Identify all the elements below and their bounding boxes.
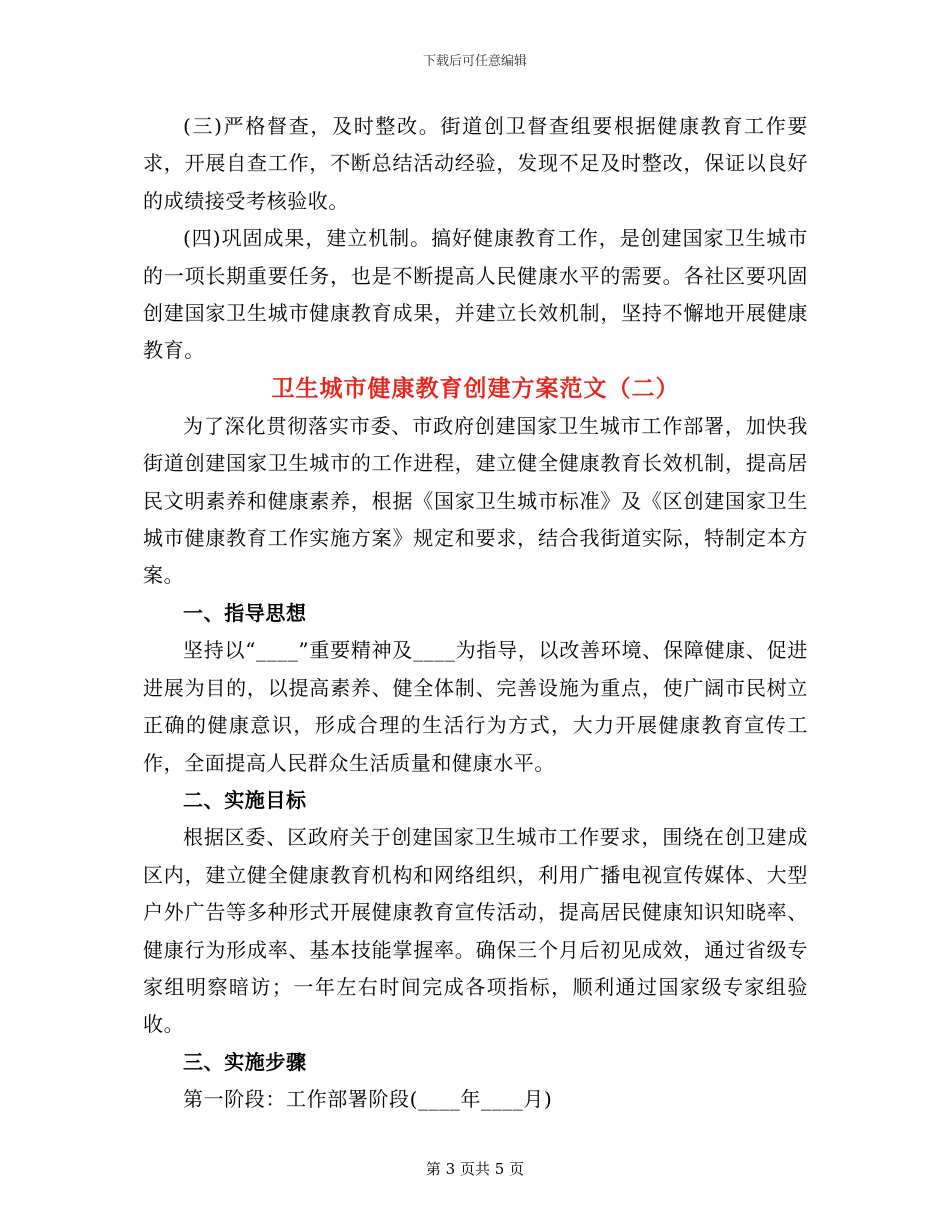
section-heading-objectives: 二、实施目标	[183, 787, 307, 812]
paragraph-consolidate-results: (四)巩固成果，建立机制。搞好健康教育工作，是创建国家卫生城市的一项长期重要任务，也是不断提高人民健康水平的需要。各社区要巩固创建国家卫生城市健康教育成果，并建立长效机制，坚持不懈地开展健康教育。	[143, 226, 808, 363]
page-header: 下载后可任意编辑	[422, 54, 527, 69]
section-heading-guiding-ideology: 一、指导思想	[183, 600, 307, 625]
paragraph-guiding-ideology: 坚持以“____”重要精神及____为指导，以改善环境、保障健康、促进进展为目的，以提高素养、健全体制、完善设施为重点，使广阔市民树立正确的健康意识，形成合理的生活行为方式，大力开展健康教育宣传工作，全面提高人民群众生活质量和健康水平。	[143, 638, 808, 775]
paragraph-stage-one: 第一阶段：工作部署阶段(____年____月)	[183, 1087, 553, 1112]
paragraph-strict-supervision: (三)严格督查，及时整改。街道创卫督查组要根据健康教育工作要求，开展自查工作，不断总结活动经验，发现不足及时整改，保证以良好的成绩接受考核验收。	[143, 114, 808, 213]
document-body	[143, 108, 808, 1119]
paragraph-intro: 为了深化贯彻落实市委、市政府创建国家卫生城市工作部署，加快我街道创建国家卫生城市的工作进程，建立健全健康教育长效机制，提高居民文明素养和健康素养，根据《国家卫生城市标准》及《区创建国家卫生城市健康教育工作实施方案》规定和要求，结合我街道实际，特制定本方案。	[143, 413, 808, 588]
page-footer: 第 3 页共 5 页	[425, 1160, 525, 1178]
document-title: 卫生城市健康教育创建方案范文（二）	[271, 374, 680, 402]
section-heading-implementation-steps: 三、实施步骤	[183, 1049, 307, 1074]
paragraph-objectives: 根据区委、区政府关于创建国家卫生城市工作要求，围绕在创卫建成区内，建立健全健康教育机构和网络组织，利用广播电视宣传媒体、大型户外广告等多种形式开展健康教育宣传活动，提高居民健康知识知晓率、健康行为形成率、基本技能掌握率。确保三个月后初见成效，通过省级专家组明察暗访；一年左右时间完成各项指标，顺利通过国家级专家组验收。	[143, 825, 808, 1037]
